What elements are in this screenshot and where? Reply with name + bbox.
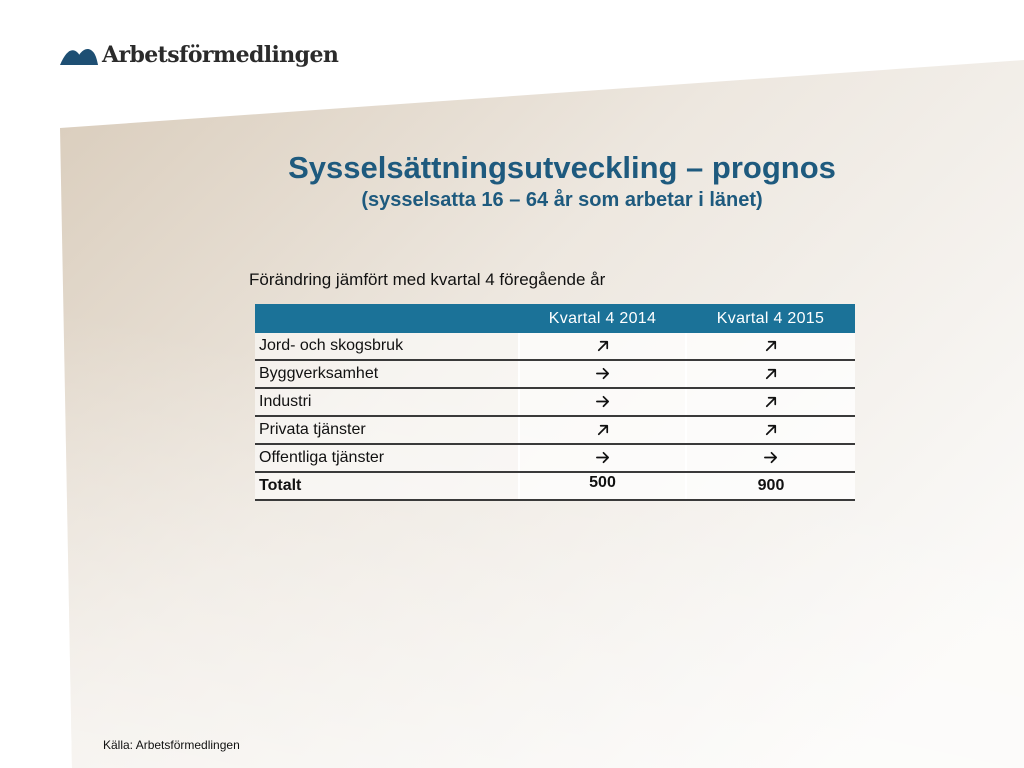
trend-cell-2015 (686, 388, 855, 416)
right-arrow-icon (594, 366, 612, 382)
forecast-table (255, 304, 855, 501)
logo-wave-icon (60, 43, 100, 67)
row-label: Jord- och skogsbruk (255, 333, 519, 360)
page-title: Sysselsättningsutveckling – prognos (288, 150, 836, 185)
row-label: Industri (255, 388, 519, 416)
total-value-2015 (686, 472, 855, 500)
table-row (255, 416, 855, 444)
table-caption: Förändring jämfört med kvartal 4 föregående år (249, 270, 606, 289)
row-label: Privata tjänster (255, 416, 519, 444)
page-subtitle: (sysselsatta 16 – 64 år som arbetar i länet) (361, 189, 763, 211)
trend-cell-2014 (519, 360, 686, 388)
table-row (255, 444, 855, 472)
header-empty-cell (255, 304, 519, 333)
total-value-2015-text: 900 (757, 477, 785, 494)
up-right-arrow-icon (762, 338, 780, 354)
up-right-arrow-icon (594, 338, 612, 354)
right-arrow-icon (594, 394, 612, 410)
trend-cell-2014 (519, 416, 686, 444)
logo (60, 38, 338, 72)
right-arrow-icon (594, 450, 612, 466)
logo-text: Arbetsförmedlingen (102, 42, 339, 68)
table-row (255, 388, 855, 416)
trend-cell-2015 (686, 360, 855, 388)
up-right-arrow-icon (762, 366, 780, 382)
header-q4-2015: Kvartal 4 2015 (686, 304, 855, 333)
trend-cell-2015 (686, 333, 855, 360)
row-label: Offentliga tjänster (255, 444, 519, 472)
trend-cell-2014 (519, 444, 686, 472)
table-header-row (255, 304, 855, 333)
trend-cell-2015 (686, 444, 855, 472)
header-q4-2014: Kvartal 4 2014 (519, 304, 686, 333)
source-note: Källa: Arbetsförmedlingen (103, 738, 240, 752)
total-value-2014 (519, 472, 686, 500)
table-row (255, 360, 855, 388)
up-right-arrow-icon (762, 422, 780, 438)
up-right-arrow-icon (594, 422, 612, 438)
total-value-2014-text: 500 (589, 474, 616, 491)
trend-cell-2014 (519, 388, 686, 416)
total-label: Totalt (255, 472, 519, 500)
table-row (255, 333, 855, 360)
row-label: Byggverksamhet (255, 360, 519, 388)
right-arrow-icon (762, 450, 780, 466)
trend-cell-2014 (519, 333, 686, 360)
total-row (255, 472, 855, 500)
up-right-arrow-icon (762, 394, 780, 410)
trend-cell-2015 (686, 416, 855, 444)
